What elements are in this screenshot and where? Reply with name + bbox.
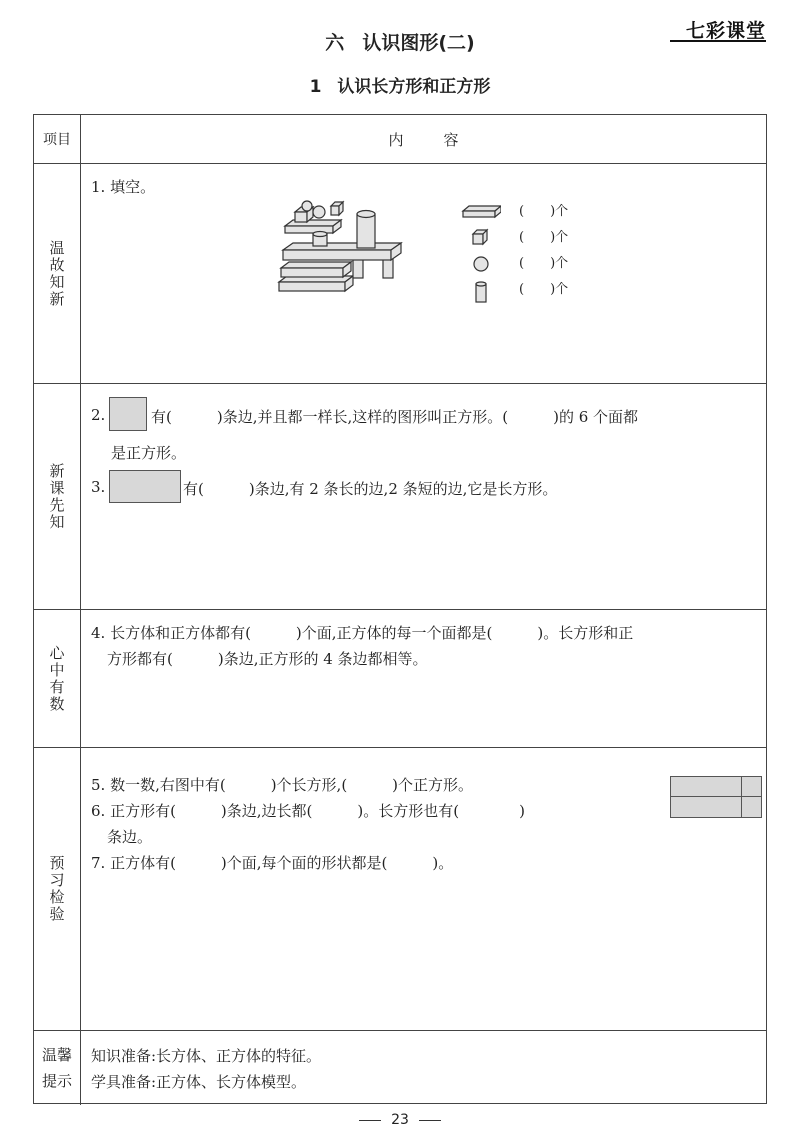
tips-label-top: 温馨 <box>41 1046 72 1064</box>
question-2-line-1: 有( )条边,并且都一样长,这样的图形叫正方形。( )的 6 个面都 <box>151 408 639 426</box>
preview-label: 预习检验 <box>47 855 66 923</box>
lesson-name: 认识长方形和正方形 <box>337 77 491 97</box>
question-4-line-2: 方形都有( )条边,正方形的 4 条边都相等。 <box>107 650 428 668</box>
section-preview <box>34 748 766 1031</box>
chapter-name: 认识图形(二) <box>362 32 475 54</box>
answer-cube-count: ( )个 <box>519 230 569 245</box>
mind-label: 心中有数 <box>47 644 66 713</box>
section-new-lesson <box>34 384 766 610</box>
page-number-value: 23 <box>391 1112 409 1128</box>
tips-content <box>81 1031 766 1105</box>
mind-label-cell <box>34 610 81 747</box>
question-1: 1. 填空。 <box>91 178 156 196</box>
new-lesson-label: 新课先知 <box>47 462 66 531</box>
tips-label-cell <box>34 1031 81 1105</box>
review-content <box>81 164 766 383</box>
section-review <box>34 164 766 384</box>
question-5: 5. 数一数,右图中有( )个长方形,( )个正方形。 <box>91 776 474 794</box>
tip-tools-prep: 学具准备:正方体、长方体模型。 <box>91 1073 307 1091</box>
question-3-number: 3. <box>91 478 106 496</box>
mind-content <box>81 610 766 747</box>
chapter-number: 六 <box>325 32 345 54</box>
question-2-line-2: 是正方形。 <box>111 444 187 462</box>
question-6-line-2: 条边。 <box>107 828 153 846</box>
preview-label-cell <box>34 748 81 1030</box>
worksheet-table <box>33 114 767 1104</box>
review-label-cell <box>34 164 81 383</box>
question-4-line-1: 4. 长方体和正方体都有( )个面,正方体的每一个面都是( )。长方形和正 <box>91 624 634 642</box>
header-label: 项目 <box>43 132 71 148</box>
header-content-char-1: 内 <box>388 130 404 149</box>
shape-legend-icons <box>461 204 501 308</box>
review-label: 温故知新 <box>47 239 66 308</box>
new-lesson-label-cell <box>34 384 81 609</box>
section-mind <box>34 610 766 748</box>
stacked-blocks-figure <box>277 198 407 302</box>
question-2-number: 2. <box>91 406 106 424</box>
table-header-row <box>34 115 766 164</box>
answer-block-count: ( )个 <box>519 204 569 219</box>
tip-knowledge-prep: 知识准备:长方体、正方体的特征。 <box>91 1047 322 1065</box>
question-6-line-1: 6. 正方形有( )条边,边长都( )。长方形也有( ) <box>91 802 525 820</box>
new-lesson-content <box>81 384 766 609</box>
brand-logo: 七彩课堂 <box>685 20 766 42</box>
header-content-cell <box>81 115 766 163</box>
tips-label-bottom: 提示 <box>41 1072 72 1090</box>
count-rectangles-figure <box>670 776 762 818</box>
rectangle-figure <box>109 470 181 503</box>
answer-cylinder-count: ( )个 <box>519 282 569 297</box>
chapter-title <box>0 28 800 55</box>
lesson-title <box>0 72 800 97</box>
preview-content <box>81 748 766 1030</box>
question-7: 7. 正方体有( )个面,每个面的形状都是( )。 <box>91 854 454 872</box>
page-number <box>0 1112 800 1128</box>
header-content-char-2: 容 <box>443 130 459 149</box>
lesson-number: 1 <box>309 77 322 97</box>
square-figure <box>109 397 147 431</box>
question-3-line-1: 有( )条边,有 2 条长的边,2 条短的边,它是长方形。 <box>183 480 558 498</box>
section-tips <box>34 1031 766 1105</box>
answer-sphere-count: ( )个 <box>519 256 569 271</box>
header-label-cell <box>34 115 81 163</box>
